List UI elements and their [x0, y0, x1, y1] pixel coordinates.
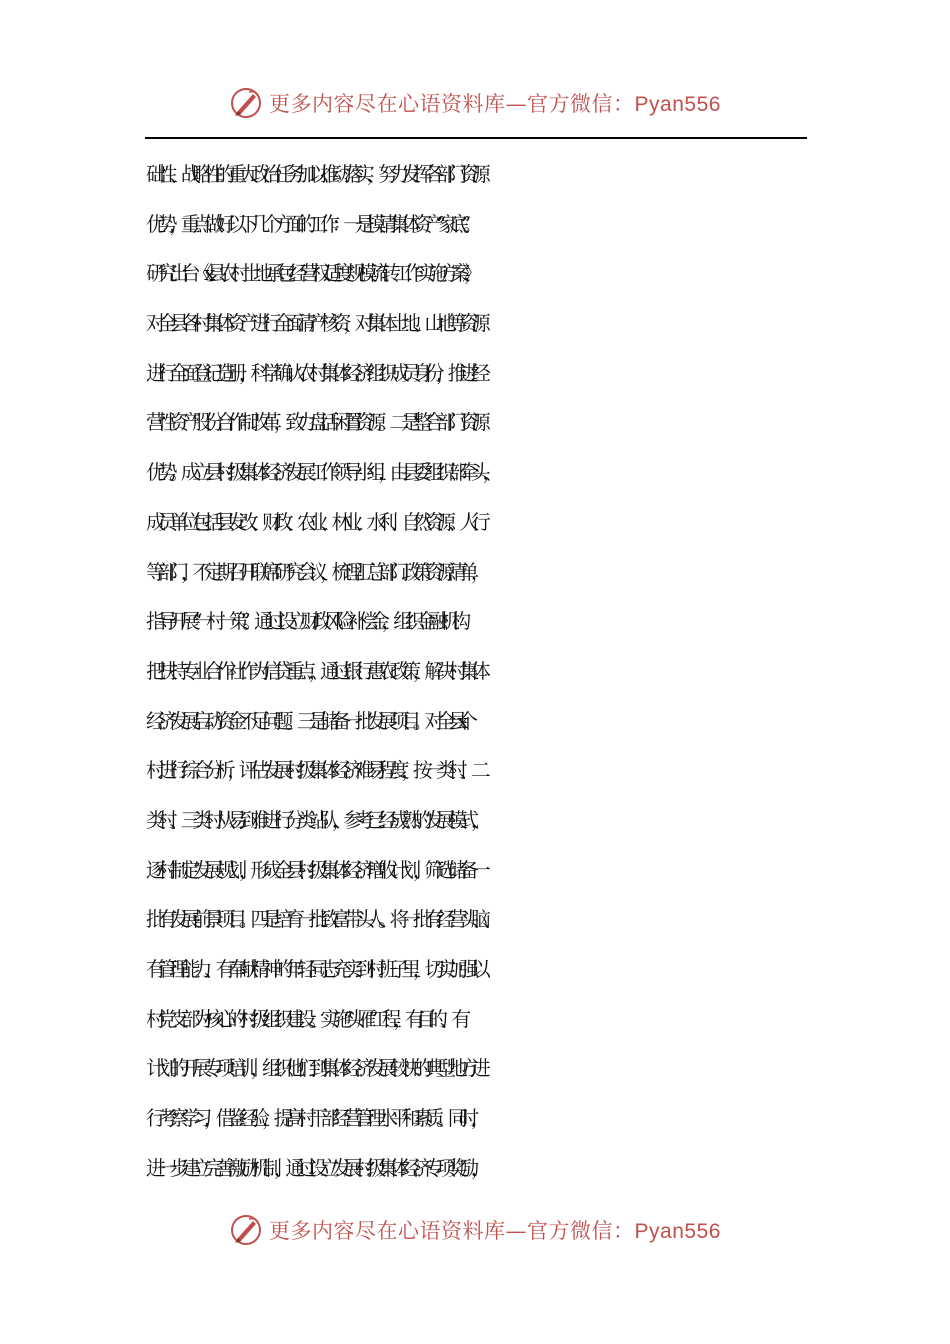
- header-banner: [0, 78, 950, 128]
- body-text-line: 进行全面登记造册，科学确认农村集体经济组织成员身份，推进经: [146, 360, 483, 385]
- footer-dash: —: [505, 1219, 528, 1243]
- footer-banner-text: [269, 1215, 721, 1245]
- body-text-line: 优势。成立县村级集体经济发展工作领导小组，由县委组织部牵头，: [146, 460, 494, 485]
- body-text-line: 行考察学习，借鉴经验，提高村干部经营管理水平和素质。同时，: [146, 1106, 483, 1131]
- body-text-line: 类村、三类村从易到难进行分类站队，参考已经成熟的发展模式，: [146, 807, 483, 832]
- footer-banner: [0, 1205, 950, 1255]
- body-text-line: 逐村制定发展规划，形成全县村级集体经济增收计划，筛选储备一: [146, 857, 483, 882]
- body-text-line: 础性、战略性的重大政治任务加以推动落实，努力发挥各部门资源: [146, 162, 483, 186]
- pen-logo-icon: [229, 86, 263, 120]
- body-text-line: 研究出台《x县农村土地承包经营权适度规模流转工作实施方案》，: [146, 261, 476, 286]
- body-text-line: 有管理能力、有奉献精神的年轻同志充实到村班子里，切实加强以: [146, 957, 483, 981]
- body-text-line: 等部门，不定期召开联席研究会议，梳理汇总部门政策资源清单，: [146, 559, 483, 584]
- header-site-text: 更多内容尽在心语资料库: [269, 92, 506, 116]
- body-text-line: 经济发展启动资金不足问题。三是储备一批发展项目。对全县 x 个: [146, 708, 470, 733]
- header-wechat-id: Pyan556: [634, 93, 721, 116]
- body-text-line: 把扶持专业合作社作为信贷重点，通过银行惠农政策，解决村集体: [146, 658, 483, 683]
- pen-logo-icon: [229, 1213, 263, 1247]
- body-text-line: 村党支部为核心的村级组织建设。实施“头雁”工程，有目的、有: [146, 1006, 463, 1031]
- header-wechat-label: 官方微信：: [527, 92, 635, 116]
- header-divider: [145, 137, 807, 139]
- body-text-line: 成员单位包括县发改、财政、农业、林业、水利、自然资源、人行: [146, 509, 483, 534]
- header-banner-text: [269, 88, 721, 118]
- body-text-line: 对全县各村集体资产进行全面清产核资，对集体土地、山地等资源: [146, 311, 483, 336]
- document-body: [146, 150, 826, 1193]
- body-text-line: 村进行综合分析，评估发展村级集体经济难易程度，按一类村、二: [146, 758, 483, 783]
- footer-site-text: 更多内容尽在心语资料库: [269, 1219, 506, 1243]
- footer-wechat-id: Pyan556: [634, 1220, 721, 1243]
- body-text-line: 优势，重点做好以下几个方面的工作：一是摸清集体资产“家底”。: [146, 211, 475, 236]
- body-text-line: 营性资产股份合作制改革，致力盘活闲置资源。二是整合部门资源: [146, 410, 483, 435]
- body-text-line: 指导开展“一村一策”。通过设立财政风险补偿金，组织金融机构: [146, 609, 463, 634]
- footer-wechat-label: 官方微信：: [527, 1219, 635, 1243]
- body-text-line: 进一步建立完善激励机制，通过设立发展村级集体经济专项奖励，: [146, 1155, 483, 1180]
- body-text-line: 计划的开展专项培训，组织他们到集体经济发展较快的典型地方进: [146, 1056, 483, 1081]
- body-text-line: 批有发展前景项目。四是培育一批致富带头人。将一批有经营头脑、: [146, 907, 494, 932]
- header-dash: —: [505, 92, 528, 116]
